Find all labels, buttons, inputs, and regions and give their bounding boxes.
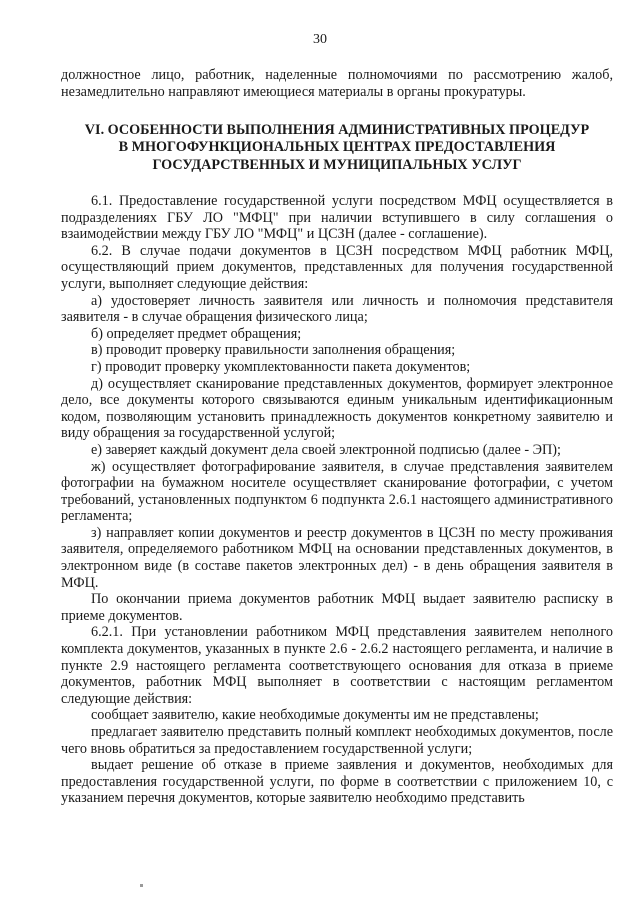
page-number: 30 [313, 32, 327, 47]
list-item-z: з) направляет копии документов и реестр документов в ЦСЗН по месту проживания заявителя, определяемого работником МФЦ на основании представленных документов, в электронном виде (в составе пакетов электронных дел) - в день обращения заявителя в МФЦ. [61, 524, 613, 591]
paragraph-6-1: 6.1. Предоставление государственной услуги посредством МФЦ осуществляется в подразделениях ГБУ ЛО "МФЦ" при наличии вступившего в силу соглашения о взаимодействии между ГБУ ЛО "МФЦ" и ЦСЗН (далее - соглашение). [61, 193, 613, 243]
paragraph-6-2: 6.2. В случае подачи документов в ЦСЗН посредством МФЦ работник МФЦ, осуществляющий прием документов, представленных для получения государственной услуги, выполняет следующие действия: [61, 242, 613, 292]
section-body [61, 193, 613, 807]
heading-line-2: В МНОГОФУНКЦИОНАЛЬНЫХ ЦЕНТРАХ ПРЕДОСТАВЛЕНИЯ [118, 139, 556, 156]
list-item-d: д) осуществляет сканирование представленных документов, формирует электронное дело, все документы которого связываются единым уникальным идентификационным кодом, позволяющим установить принадлежность документов конкретному заявителю и виду обращения за государственной услугой; [61, 375, 613, 442]
scan-speck [140, 884, 143, 887]
paragraph-6-2-1: 6.2.1. При установлении работником МФЦ представления заявителем неполного комплекта документов, указанных в пункте 2.6 - 2.6.2 настоящего регламента, и наличие в пункте 2.9 настоящего регламента соответствующего основания для отказа в приеме документов, работник МФЦ выполняет в соответствии с настоящим регламентом следующие действия: [61, 624, 613, 707]
intro-block [61, 67, 613, 100]
list-item-b: б) определяет предмет обращения; [91, 325, 302, 342]
list-item-g: г) проводит проверку укомплектованности пакета документов; [91, 358, 471, 375]
section-heading [61, 122, 613, 174]
intro-paragraph: должностное лицо, работник, наделенные полномочиями по рассмотрению жалоб, незамедлительно направляют имеющиеся материалы в органы прокуратуры. [61, 67, 613, 100]
action-propose: предлагает заявителю представить полный комплект необходимых документов, после чего вновь обратиться за предоставлением государственной услуги; [61, 724, 613, 757]
heading-line-1: VI. ОСОБЕННОСТИ ВЫПОЛНЕНИЯ АДМИНИСТРАТИВНЫХ ПРОЦЕДУР [84, 122, 590, 138]
heading-line-3: ГОСУДАРСТВЕННЫХ И МУНИЦИПАЛЬНЫХ УСЛУГ [152, 156, 522, 173]
list-item-zh: ж) осуществляет фотографирование заявителя, в случае представления заявителем фотографии на бумажном носителе осуществляет сканирование фотографии, с учетом требований, установленных подпунктом 6 подпункта 2.6.1 настоящего административного регламента; [61, 458, 613, 525]
list-item-a: а) удостоверяет личность заявителя или личность и полномочия представителя заявителя - в случае обращения физического лица; [61, 292, 613, 326]
action-refusal: выдает решение об отказе в приеме заявления и документов, необходимых для предоставления государственной услуги, по форме в соответствии с приложением 10, с указанием перечня документов, которые заявителю необходимо представить [61, 757, 613, 807]
action-inform: сообщает заявителю, какие необходимые документы им не представлены; [91, 707, 539, 724]
list-item-e: е) заверяет каждый документ дела своей электронной подписью (далее - ЭП); [91, 441, 561, 458]
list-item-v: в) проводит проверку правильности заполнения обращения; [91, 342, 456, 359]
receipt-paragraph: По окончании приема документов работник МФЦ выдает заявителю расписку в приеме документов. [61, 591, 613, 624]
